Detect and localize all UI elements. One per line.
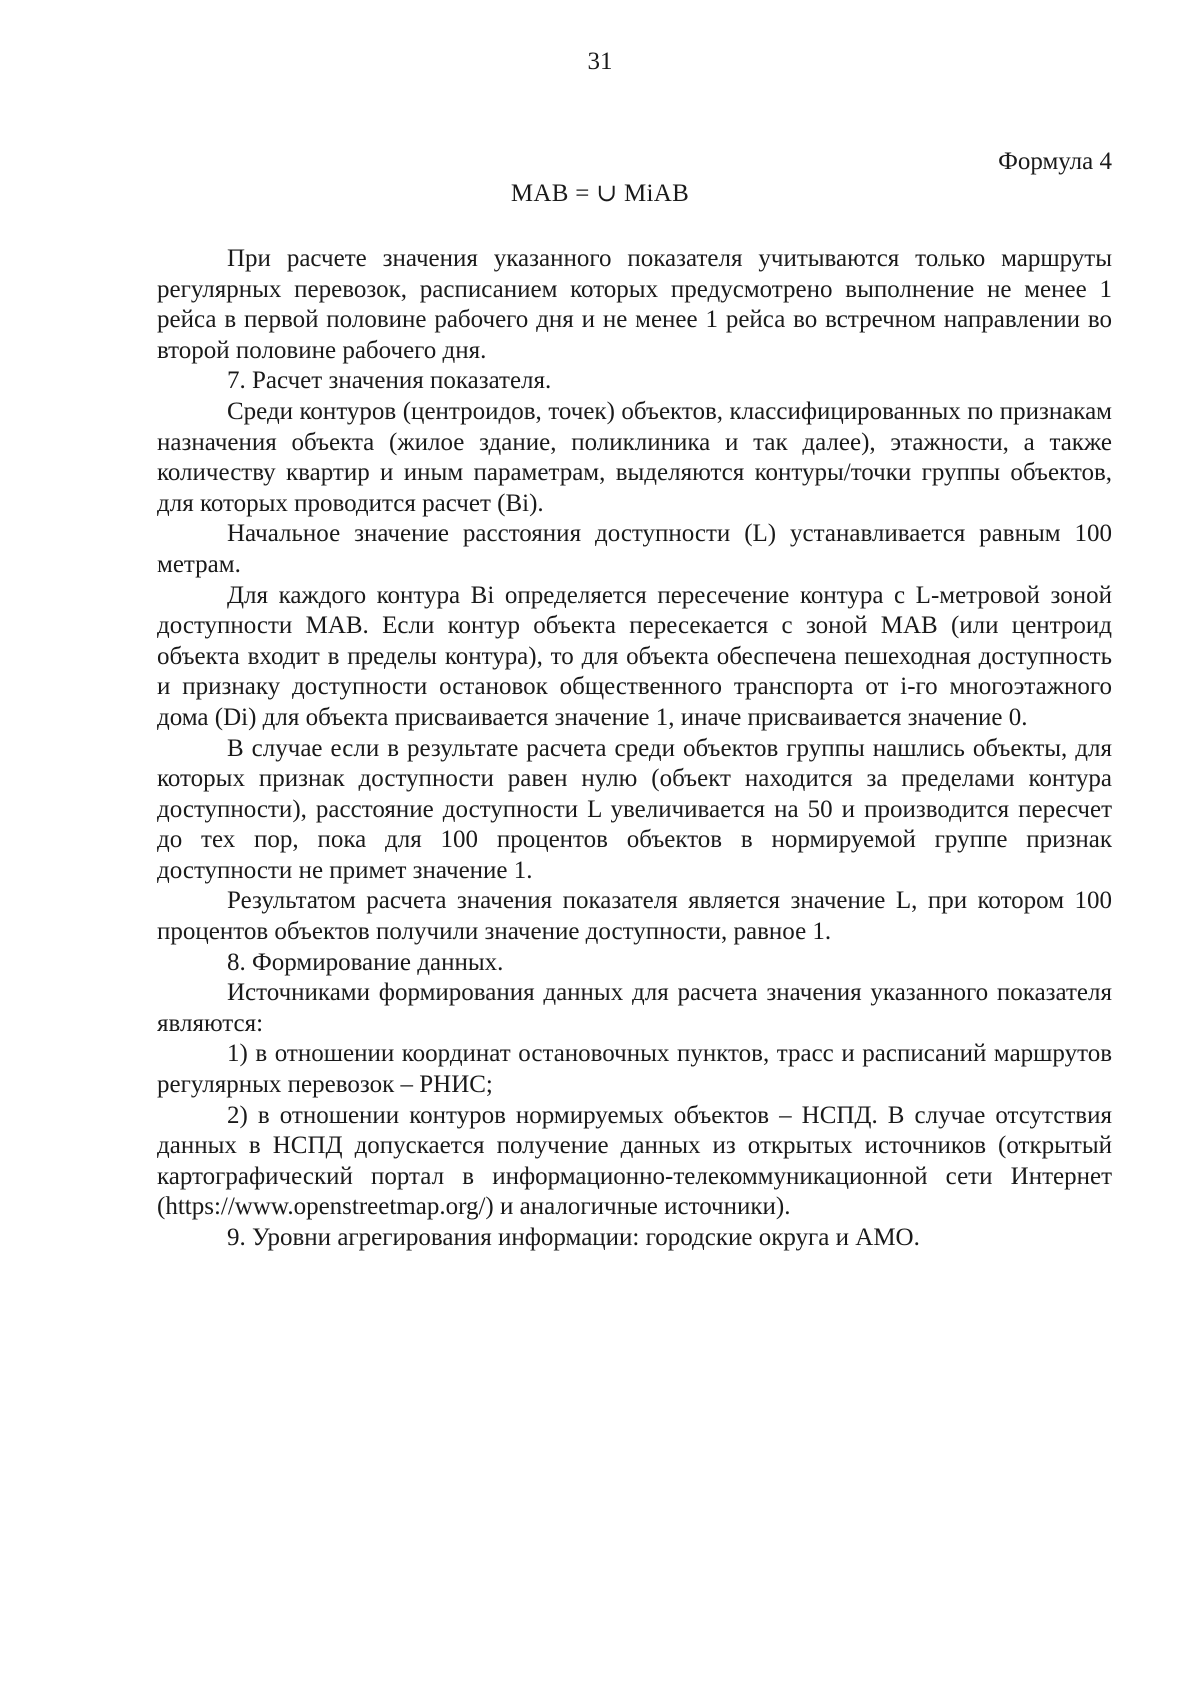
formula-label: Формула 4 — [998, 148, 1112, 175]
paragraph-object-contours: Среди контуров (центроидов, точек) объектов, классифицированных по признакам назначения объекта (жилое здание, поликлиника и так далее), этажности, а также количеству квартир и иным параметрам, выделяются контуры/точки группы объектов, для которых проводится расчет (Bi). — [157, 397, 1112, 517]
paragraph-data-sources: Источниками формирования данных для расчета значения указанного показателя являются: — [157, 979, 1112, 1037]
list-item-rnis: 1) в отношении координат остановочных пунктов, трасс и расписаний маршрутов регулярных перевозок – РНИС; — [157, 1040, 1112, 1099]
formula: MAB = ∪ MiAB — [510, 180, 690, 207]
paragraph-routes-condition: При расчете значения указанного показателя учитываются только маршруты регулярных перевозок, расписанием которых предусмотрено выполнение не менее 1 рейса в первой половине рабочего дня и не менее 1 рейса во встречном направлении во второй половине рабочего дня. — [157, 245, 1112, 364]
body-text — [157, 244, 1112, 1254]
paragraph-recalculation: В случае если в результате расчета среди объектов группы нашлись объекты, для которых признак доступности равен нулю (объект находится за пределами контура доступности), расстояние доступности L увеличивается на 50 и производится пересчет до тех пор, пока для 100 процентов объектов в нормируемой группе признак доступности не примет значение 1. — [157, 734, 1112, 884]
paragraph-result: Результатом расчета значения показателя является значение L, при котором 100 процентов объектов получили значение доступности, равное 1. — [157, 887, 1112, 946]
heading-data-formation: 8. Формирование данных. — [227, 948, 504, 976]
page-number: 31 — [587, 48, 613, 75]
list-item-nspd: 2) в отношении контуров нормируемых объектов – НСПД. В случае отсутствия данных в НСПД допускается получение данных из открытых источников (открытый картографический портал в информационно-телекоммуникационной сети Интернет (https://www.openstreetmap.org/) и аналогичные источники). — [157, 1101, 1112, 1221]
heading-calculation: 7. Расчет значения показателя. — [227, 367, 552, 395]
paragraph-intersection: Для каждого контура Bi определяется пересечение контура с L-метровой зоной доступности MAB. Если контур объекта пересекается с зоной MAB (или центроид объекта входит в пределы контура), то для объекта обеспечена пешеходная доступность и признаку доступности остановок общественного транспорта от i-го многоэтажного дома (Di) для объекта присваивается значение 1, иначе присваивается значение 0. — [157, 581, 1112, 731]
paragraph-initial-distance: Начальное значение расстояния доступности (L) устанавливается равным 100 метрам. — [157, 520, 1112, 578]
heading-aggregation-levels: 9. Уровни агрегирования информации: городские округа и АМО. — [227, 1224, 920, 1251]
